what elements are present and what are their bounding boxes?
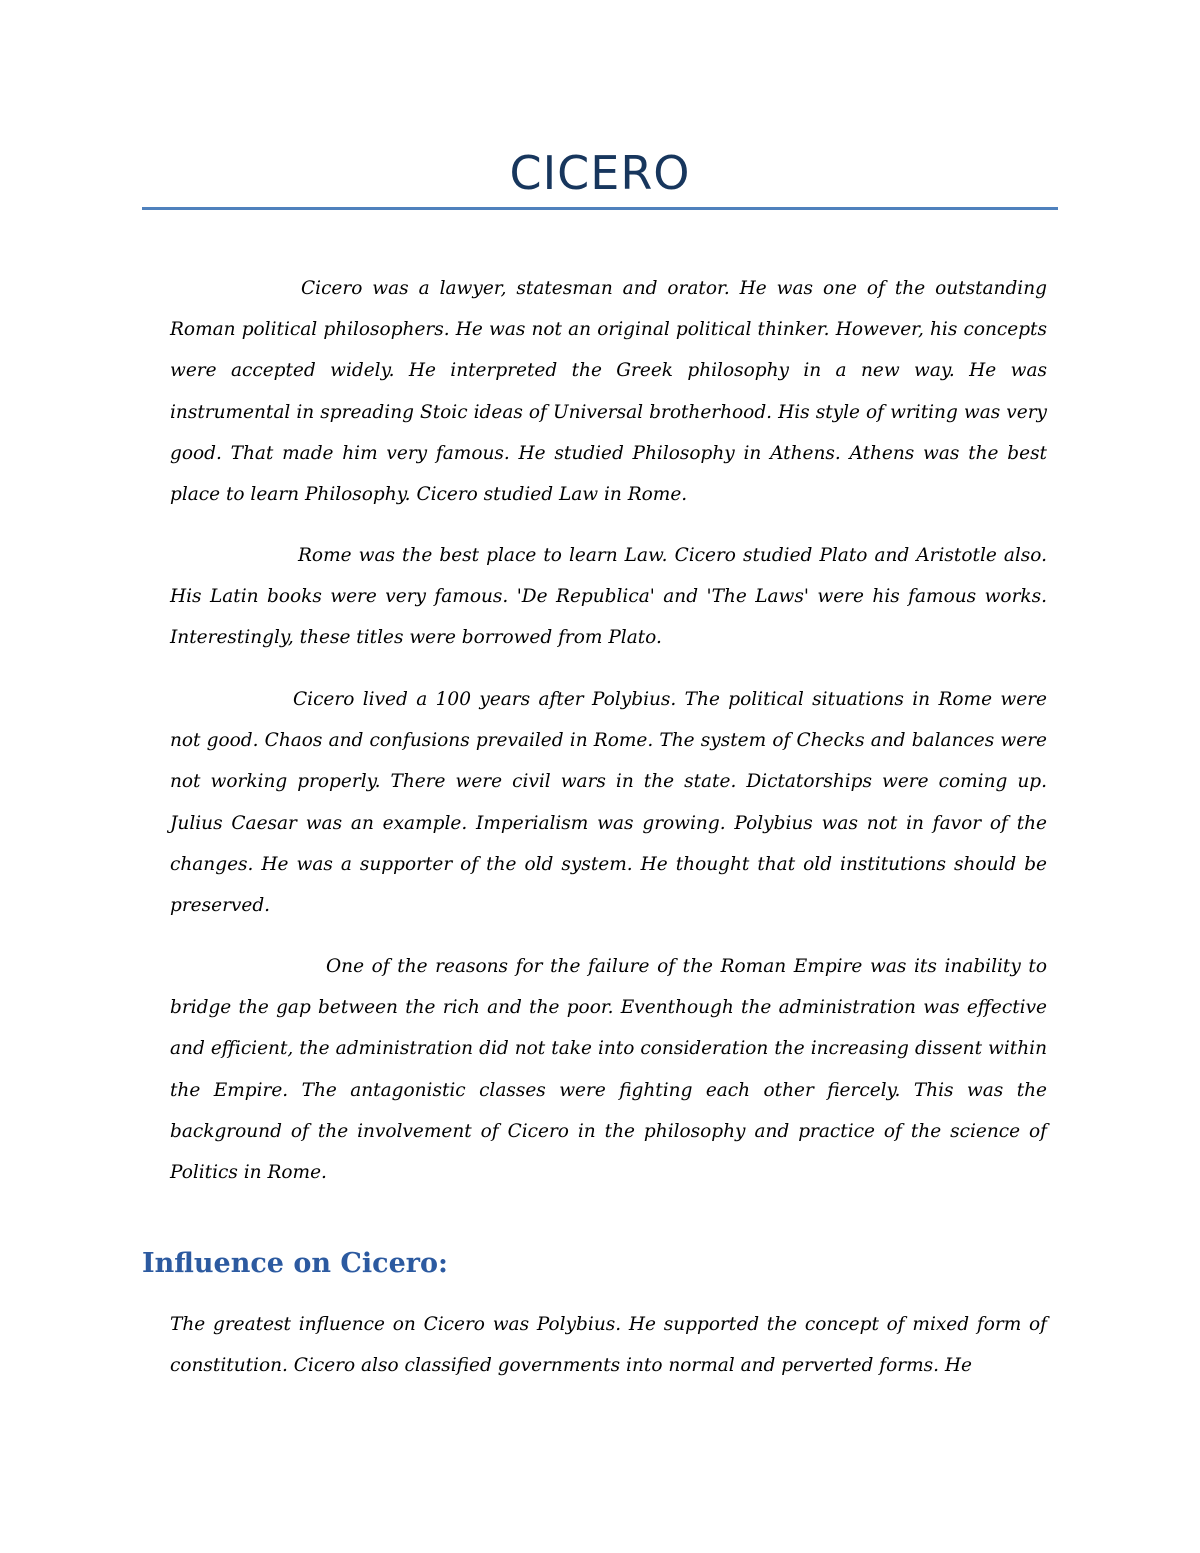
body-paragraph-3: Cicero lived a 100 years after Polybius. The political situations in Rome were not good. Chaos and confusions prevailed in Rome. The system of Checks and balances were not working properly. There were civil wars in the state. Dictatorships were coming up. Julius Caesar was an example. Imperialism was growing. Polybius was not in favor of the changes. He was a supporter of the old system. He thought that old institutions should be preserved. bbox=[170, 689, 1047, 917]
document-title: CICERO bbox=[509, 146, 691, 200]
title-underline bbox=[142, 207, 1058, 210]
body-paragraph-4: One of the reasons for the failure of the Roman Empire was its inability to bridge the gap between the rich and the poor. Eventhough the administration was effective and efficient, the administration did not take into consideration the increasing dissent within the Empire. The antagonistic classes were fighting each other fiercely. This was the background of the involvement of Cicero in the philosophy and practice of the science of Politics in Rome. bbox=[170, 956, 1047, 1184]
body-paragraph-1: Cicero was a lawyer, statesman and orator. He was one of the outstanding Roman political philosophers. He was not an original political thinker. However, his concepts were accepted widely. He interpreted the Greek philosophy in a new way. He was instrumental in spreading Stoic ideas of Universal brotherhood. His style of writing was very good. That made him very famous. He studied Philosophy in Athens. Athens was the best place to learn Philosophy. Cicero studied Law in Rome. bbox=[170, 278, 1047, 506]
section-paragraph: The greatest influence on Cicero was Polybius. He supported the concept of mixed form of constitution. Cicero also classified governments into normal and perverted forms. He bbox=[170, 1314, 1047, 1377]
section-heading: Influence on Cicero: bbox=[142, 1248, 448, 1279]
body-paragraph-2: Rome was the best place to learn Law. Cicero studied Plato and Aristotle also. His Latin books were very famous. 'De Republica' and 'The Laws' were his famous works. Interestingly, these titles were borrowed from Plato. bbox=[170, 545, 1047, 649]
